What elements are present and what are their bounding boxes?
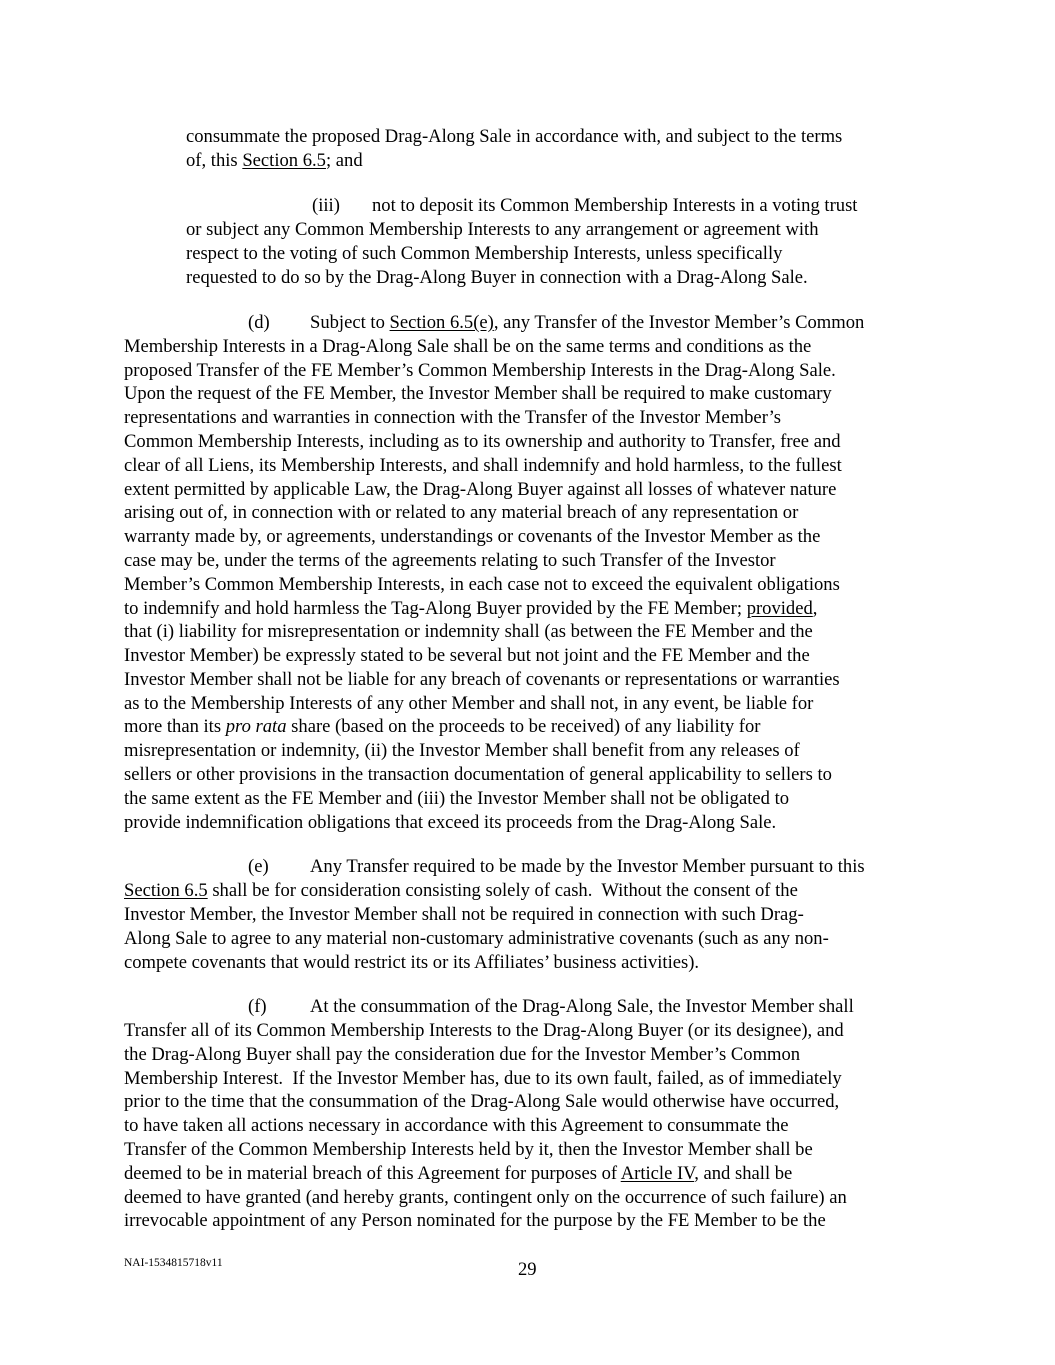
clause-d-line-18: more than its pro rata share (based on the proceeds to be received) of any liability for: [124, 716, 761, 737]
clause-d-line-16: Investor Member shall not be liable for any breach of covenants or representations or warranties: [124, 669, 840, 690]
clause-iii-label: (iii): [312, 195, 340, 216]
pro-rata-term: pro rata: [225, 716, 287, 737]
clause-f-line-10: irrevocable appointment of any Person nominated for the purpose by the FE Member to be the: [124, 1210, 826, 1231]
clause-d-line-12: Member’s Common Membership Interests, in each case not to exceed the equivalent obligations: [124, 574, 840, 595]
clause-d-line-4: Upon the request of the FE Member, the Investor Member shall be required to make customary: [124, 383, 832, 404]
clause-e-line-4: Along Sale to agree to any material non-customary administrative covenants (such as any non-: [124, 928, 829, 949]
clause-e-line-1: (e) Any Transfer required to be made by the Investor Member pursuant to this: [248, 856, 865, 877]
clause-e-label: (e): [248, 856, 269, 877]
clause-d-line-17: as to the Membership Interests of any other Member and shall not, in any event, be liable for: [124, 693, 814, 714]
clause-f-line-6: to have taken all actions necessary in accordance with this Agreement to consummate the: [124, 1115, 789, 1136]
provided-term: provided: [746, 598, 813, 619]
clause-d-line-3: proposed Transfer of the FE Member’s Common Membership Interests in the Drag-Along Sale.: [124, 360, 836, 381]
clause-f-line-3: the Drag-Along Buyer shall pay the consideration due for the Investor Member’s Common: [124, 1044, 801, 1065]
clause-f-line-1: (f) At the consummation of the Drag-Along Sale, the Investor Member shall: [248, 996, 854, 1017]
clause-f-line-9: deemed to have granted (and hereby grants, contingent only on the occurrence of such failure) an: [124, 1187, 847, 1208]
clause-d-line-19: misrepresentation or indemnity, (ii) the Investor Member shall benefit from any releases of: [124, 740, 800, 761]
clause-iii-line-4: requested to do so by the Drag-Along Buyer in connection with a Drag-Along Sale.: [186, 267, 808, 288]
section-6-5-reference: Section 6.5: [242, 150, 326, 171]
clause-d-line-7: clear of all Liens, its Membership Interests, and shall indemnify and hold harmless, to the fullest: [124, 455, 842, 476]
clause-e-line-5: compete covenants that would restrict its or its Affiliates’ business activities).: [124, 952, 700, 973]
clause-f-label: (f): [248, 996, 267, 1017]
clause-d-line-13: to indemnify and hold harmless the Tag-Along Buyer provided by the FE Member; provided,: [124, 598, 818, 619]
clause-d-line-15: Investor Member) be expressly stated to be several but not joint and the FE Member and the: [124, 645, 810, 666]
clause-e-line-3: Investor Member, the Investor Member shall not be required in connection with such Drag-: [124, 904, 804, 925]
clause-d-line-10: warranty made by, or agreements, understandings or covenants of the Investor Member as the: [124, 526, 821, 547]
clause-iii-line-3: respect to the voting of such Common Membership Interests, unless specifically: [186, 243, 783, 264]
section-6-5-reference-2: Section 6.5: [124, 880, 208, 901]
clause-e-line-2: Section 6.5 shall be for consideration consisting solely of cash. Without the consent of the: [124, 880, 798, 901]
clause-d-line-20: sellers or other provisions in the transaction documentation of general applicability to sellers to: [124, 764, 832, 785]
clause-f-line-2: Transfer all of its Common Membership Interests to the Drag-Along Buyer (or its designee), and: [124, 1020, 844, 1041]
article-iv-reference: Article IV: [620, 1163, 695, 1184]
clause-d-line-2: Membership Interests in a Drag-Along Sale shall be on the same terms and conditions as the: [124, 336, 812, 357]
clause-iii-line-1: (iii) not to deposit its Common Membership Interests in a voting trust: [312, 195, 858, 216]
clause-iii-line-2: or subject any Common Membership Interests to any arrangement or agreement with: [186, 219, 819, 240]
clause-d-line-8: extent permitted by applicable Law, the Drag-Along Buyer against all losses of whatever nature: [124, 479, 837, 500]
clause-c-line-2: of, this Section 6.5; and: [186, 150, 363, 171]
clause-d-line-6: Common Membership Interests, including as to its ownership and authority to Transfer, free and: [124, 431, 841, 452]
page-number: 29: [518, 1259, 537, 1280]
clause-c-line-1: consummate the proposed Drag-Along Sale in accordance with, and subject to the terms: [186, 126, 843, 147]
clause-f-line-7: Transfer of the Common Membership Interests held by it, then the Investor Member shall be: [124, 1139, 813, 1160]
clause-d-line-14: that (i) liability for misrepresentation or indemnity shall (as between the FE Member and the: [124, 621, 813, 642]
clause-d-line-22: provide indemnification obligations that exceed its proceeds from the Drag-Along Sale.: [124, 812, 777, 833]
clause-d-label: (d): [248, 312, 270, 333]
clause-d-line-1: (d) Subject to Section 6.5(e), any Transfer of the Investor Member’s Common: [248, 312, 865, 333]
section-6-5e-reference: Section 6.5(e): [389, 312, 494, 333]
clause-d-line-21: the same extent as the FE Member and (iii) the Investor Member shall not be obligated to: [124, 788, 790, 809]
document-id: NAI-1534815718v11: [124, 1257, 223, 1269]
clause-f-line-8: deemed to be in material breach of this Agreement for purposes of Article IV, and shall be: [124, 1163, 793, 1184]
clause-d-line-9: arising out of, in connection with or related to any material breach of any representation or: [124, 502, 799, 523]
clause-d-line-11: case may be, under the terms of the agreements relating to such Transfer of the Investor: [124, 550, 776, 571]
clause-d-line-5: representations and warranties in connection with the Transfer of the Investor Member’s: [124, 407, 781, 428]
clause-f-line-4: Membership Interest. If the Investor Member has, due to its own fault, failed, as of immediately: [124, 1068, 842, 1089]
clause-f-line-5: prior to the time that the consummation of the Drag-Along Sale would otherwise have occurred,: [124, 1091, 840, 1112]
